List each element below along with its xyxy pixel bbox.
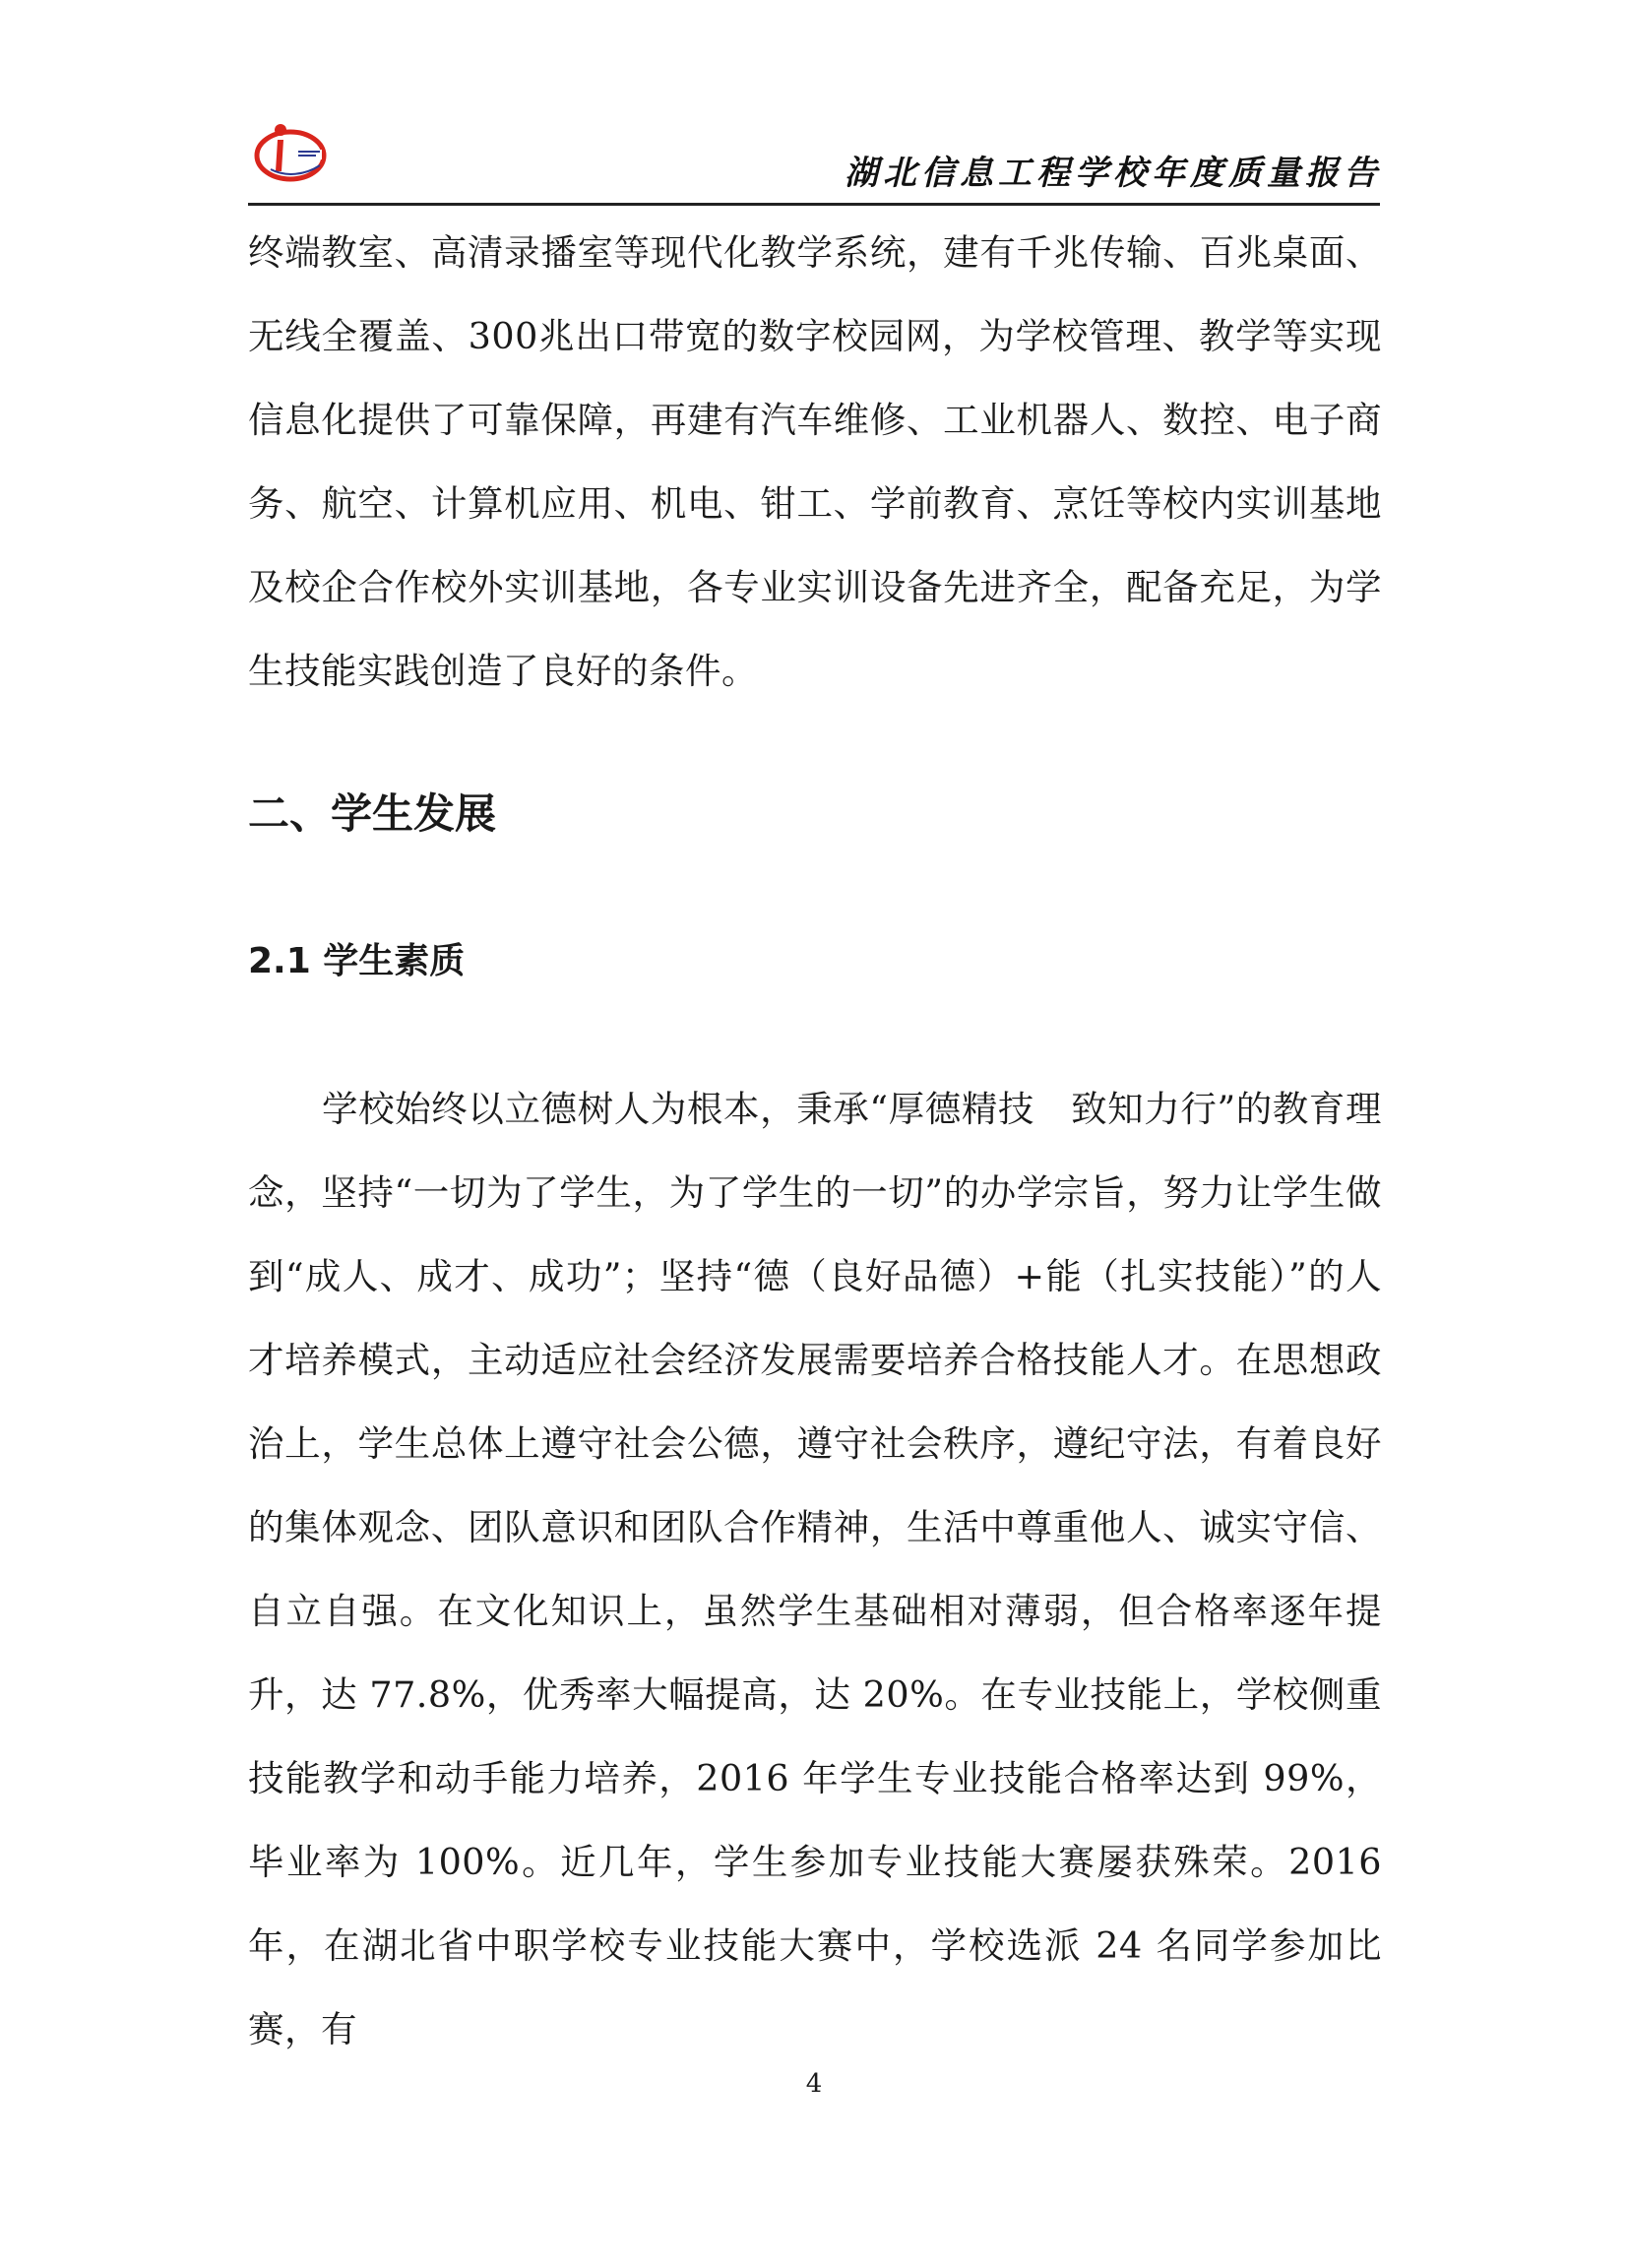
school-logo-icon (251, 116, 330, 187)
subsection-heading: 2.1 学生素质 (248, 941, 466, 981)
page-content (248, 211, 1382, 2071)
header-divider (248, 203, 1380, 206)
body-paragraph: 终端教室、高清录播室等现代化教学系统，建有千兆传输、百兆桌面、无线全覆盖、300兆出口带宽的数字校园网，为学校管理、教学等实现信息化提供了可靠保障，再建有汽车维修、工业机器人、数控、电子商务、航空、计算机应用、机电、钳工、学前教育、烹饪等校内实训基地及校企合作校外实训基地，各专业实训设备先进齐全，配备充足，为学生技能实践创造了良好的条件。 (248, 231, 1382, 692)
spacer (248, 1003, 1382, 1067)
page-number: 4 (805, 2069, 823, 2099)
header-title: 湖北信息工程学校年度质量报告 (845, 154, 1382, 193)
body-paragraph: 学校始终以立德树人为根本，秉承“厚德精技 致知力行”的教育理念，坚持“一切为了学生，为了学生的一切”的办学宗旨，努力让学生做到“成人、成才、成功”；坚持“德（良好品德）+能（扎实技能）”的人才培养模式，主动适应社会经济发展需要培养合格技能人才。在思想政治上，学生总体上遵守社会公德，遵守社会秩序，遵纪守法，有着良好的集体观念、团队意识和团队合作精神，生活中尊重他人、诚实守信、自立自强。在文化知识上，虽然学生基础相对薄弱，但合格率逐年提升，达 77.8%，优秀率大幅提高，达 20%。在专业技能上，学校侧重技能教学和动手能力培养，2016 年学生专业技能合格率达到 99%，毕业率为 100%。近几年，学生参加专业技能大赛屡获殊荣。2016 年，在湖北省中职学校专业技能大赛中，学校选派 24 名同学参加比赛，有 (248, 1088, 1382, 2050)
section-heading: 二、学生发展 (248, 789, 497, 838)
